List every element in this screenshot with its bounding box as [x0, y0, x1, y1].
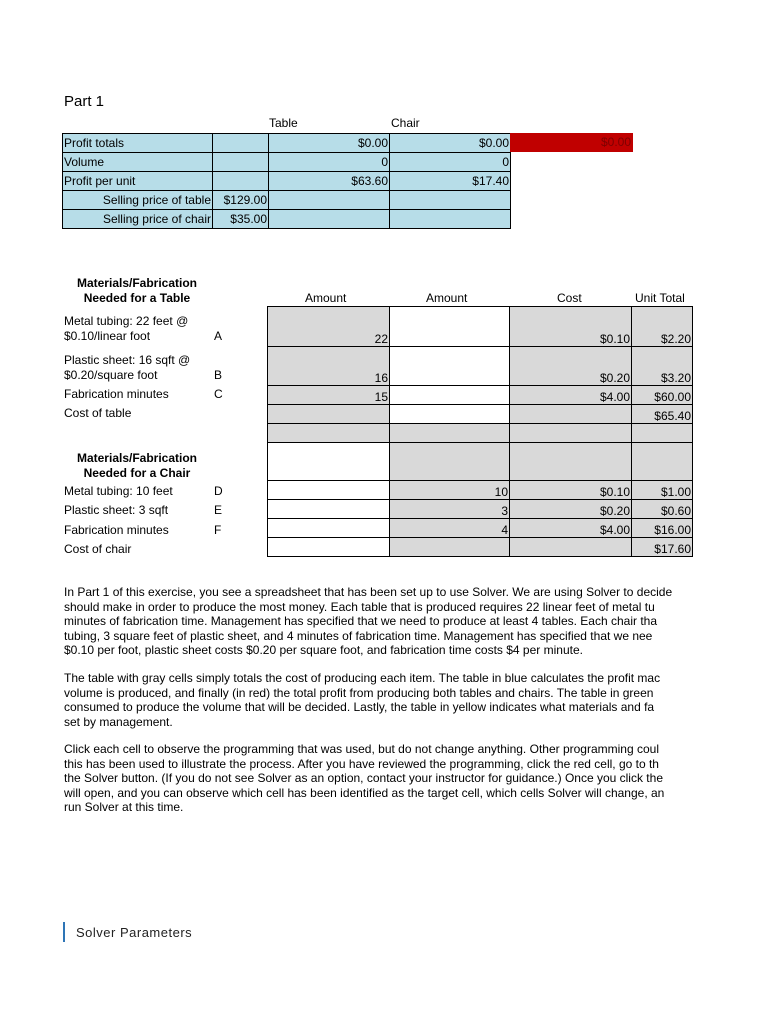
cell-empty[interactable] — [390, 347, 510, 386]
cell-total-f[interactable]: $16.00 — [632, 519, 693, 538]
label-volume[interactable]: Volume — [63, 153, 213, 172]
cell-selling-price-chair[interactable]: $35.00 — [213, 210, 269, 229]
item-d-code: D — [214, 484, 223, 498]
cell-empty[interactable] — [268, 405, 390, 424]
item-a-code: A — [214, 329, 223, 343]
item-f-code: F — [214, 523, 222, 537]
grid-row-c — [268, 386, 693, 405]
cell-total-b[interactable]: $3.20 — [632, 347, 693, 386]
item-b-label-1: Plastic sheet: 16 sqft @ — [64, 353, 191, 367]
label-selling-price-chair[interactable]: Selling price of chair — [63, 210, 213, 229]
grid-row-a — [268, 307, 693, 347]
cell-volume-chair[interactable]: 0 — [390, 153, 511, 172]
item-c-label: Fabrication minutes — [64, 387, 169, 401]
cell-empty[interactable] — [390, 538, 510, 557]
item-f-label: Fabrication minutes — [64, 523, 169, 537]
cell-cost-b[interactable]: $0.20 — [510, 347, 632, 386]
item-b-code: B — [214, 368, 223, 382]
row-profit-totals — [63, 134, 511, 153]
cell-amount-c[interactable]: 15 — [268, 386, 390, 405]
col-header-amount-1: Amount — [305, 291, 347, 305]
cell-amount-f[interactable]: 4 — [390, 519, 510, 538]
cell-total-a[interactable]: $2.20 — [632, 307, 693, 347]
cell-empty[interactable] — [510, 405, 632, 424]
grid-row-f — [268, 519, 693, 538]
item-e-code: E — [214, 503, 223, 517]
materials-table-header: Materials/Fabrication Needed for a Table — [76, 276, 198, 305]
cell-empty[interactable] — [632, 443, 693, 481]
grid-row-b — [268, 347, 693, 386]
materials-grid — [267, 306, 693, 557]
cell-empty[interactable] — [213, 134, 269, 153]
col-header-chair: Chair — [391, 116, 420, 130]
item-a-label-2: $0.10/linear foot — [64, 329, 151, 343]
grid-row-spacer — [268, 424, 693, 443]
cell-amount-d[interactable]: 10 — [390, 481, 510, 500]
col-header-amount-2: Amount — [426, 291, 468, 305]
cell-empty[interactable] — [390, 424, 510, 443]
section-accent-bar — [63, 922, 65, 942]
cell-empty[interactable] — [213, 153, 269, 172]
cell-empty[interactable] — [390, 191, 511, 210]
instructions-paragraph-3: Click each cell to observe the programming that was used, but do not change anything. Other programming coul this has been used to illustrate the process. After you have reviewed the programming, click the red cell, go to th the Solver button. (If you do not see Solver as an option, contact your instructor for guidance.) Once you click the will open, and you can observe which cell has been identified as the target cell, which cells Solver will change, an run Solver at this time. — [64, 742, 665, 814]
cell-cost-d[interactable]: $0.10 — [510, 481, 632, 500]
cell-amount-e[interactable]: 3 — [390, 500, 510, 519]
item-c-code: C — [214, 387, 223, 401]
total-profit-cell[interactable]: $0.00 — [510, 133, 633, 152]
label-profit-per-unit[interactable]: Profit per unit — [63, 172, 213, 191]
cell-ppu-table[interactable]: $63.60 — [269, 172, 390, 191]
row-profit-per-unit — [63, 172, 511, 191]
item-d-label: Metal tubing: 10 feet — [64, 484, 173, 498]
cell-empty[interactable] — [268, 443, 390, 481]
cell-amount-b[interactable]: 16 — [268, 347, 390, 386]
grid-row-d — [268, 481, 693, 500]
cell-empty[interactable] — [390, 307, 510, 347]
profit-table — [62, 133, 511, 229]
cell-cost-e[interactable]: $0.20 — [510, 500, 632, 519]
solver-parameters-title: Solver Parameters — [76, 925, 193, 940]
cell-amount-a[interactable]: 22 — [268, 307, 390, 347]
cell-empty[interactable] — [510, 443, 632, 481]
instructions-paragraph-1: In Part 1 of this exercise, you see a spreadsheet that has been set up to use Solver. We are using Solver to decide should make in order to produce the most money. Each table that is produced requires 22 linear feet of metal tu minutes of fabrication time. Management has specified that we need to produce at least 4 tables. Each chair tha tubing, 3 square feet of plastic sheet, and 4 minutes of fabrication time. Management has specified that we nee $0.10 per foot, plastic sheet costs $0.20 per square foot, and fabrication time costs $4 per minute. — [64, 585, 673, 657]
part-title: Part 1 — [64, 93, 105, 110]
label-selling-price-table[interactable]: Selling price of table — [63, 191, 213, 210]
cost-of-table-label: Cost of table — [64, 406, 132, 420]
cell-empty[interactable] — [390, 210, 511, 229]
label-profit-totals[interactable]: Profit totals — [63, 134, 213, 153]
item-e-label: Plastic sheet: 3 sqft — [64, 503, 169, 517]
cell-empty[interactable] — [510, 538, 632, 557]
cost-of-chair-label: Cost of chair — [64, 542, 132, 556]
row-selling-price-chair — [63, 210, 511, 229]
cell-empty[interactable] — [632, 424, 693, 443]
cell-total-c[interactable]: $60.00 — [632, 386, 693, 405]
cell-selling-price-table[interactable]: $129.00 — [213, 191, 269, 210]
col-header-table: Table — [269, 116, 298, 130]
cell-cost-of-table[interactable]: $65.40 — [632, 405, 693, 424]
cell-empty[interactable] — [269, 191, 390, 210]
cell-profit-table[interactable]: $0.00 — [269, 134, 390, 153]
row-volume — [63, 153, 511, 172]
cell-cost-c[interactable]: $4.00 — [510, 386, 632, 405]
cell-cost-f[interactable]: $4.00 — [510, 519, 632, 538]
grid-row-cost-chair — [268, 538, 693, 557]
cell-total-d[interactable]: $1.00 — [632, 481, 693, 500]
cell-cost-a[interactable]: $0.10 — [510, 307, 632, 347]
grid-row-chair-header — [268, 443, 693, 481]
col-header-unit-total: Unit Total — [635, 291, 685, 305]
row-selling-price-table — [63, 191, 511, 210]
cell-empty[interactable] — [268, 481, 390, 500]
item-a-label-1: Metal tubing: 22 feet @ — [64, 314, 189, 328]
cell-empty[interactable] — [390, 405, 510, 424]
cell-profit-chair[interactable]: $0.00 — [390, 134, 511, 153]
cell-ppu-chair[interactable]: $17.40 — [390, 172, 511, 191]
materials-chair-header: Materials/Fabrication Needed for a Chair — [76, 451, 198, 480]
cell-empty[interactable] — [213, 172, 269, 191]
cell-empty[interactable] — [268, 538, 390, 557]
instructions-paragraph-2: The table with gray cells simply totals the cost of producing each item. The table in blue calculates the profit mac volume is produced, and finally (in red) the total profit from producing both tables and chairs. The table in green consumed to produce the volume that will be decided. Lastly, the table in yellow indicates what materials and fa set by management. — [64, 671, 661, 729]
cell-volume-table[interactable]: 0 — [269, 153, 390, 172]
item-b-label-2: $0.20/square foot — [64, 368, 158, 382]
cell-empty[interactable] — [268, 519, 390, 538]
cell-cost-of-chair[interactable]: $17.60 — [632, 538, 693, 557]
cell-empty[interactable] — [269, 210, 390, 229]
cell-empty[interactable] — [268, 500, 390, 519]
cell-total-e[interactable]: $0.60 — [632, 500, 693, 519]
cell-empty[interactable] — [390, 386, 510, 405]
cell-empty[interactable] — [390, 443, 510, 481]
grid-row-e — [268, 500, 693, 519]
grid-row-cost-table — [268, 405, 693, 424]
col-header-cost: Cost — [557, 291, 582, 305]
cell-empty[interactable] — [510, 424, 632, 443]
cell-empty[interactable] — [268, 424, 390, 443]
